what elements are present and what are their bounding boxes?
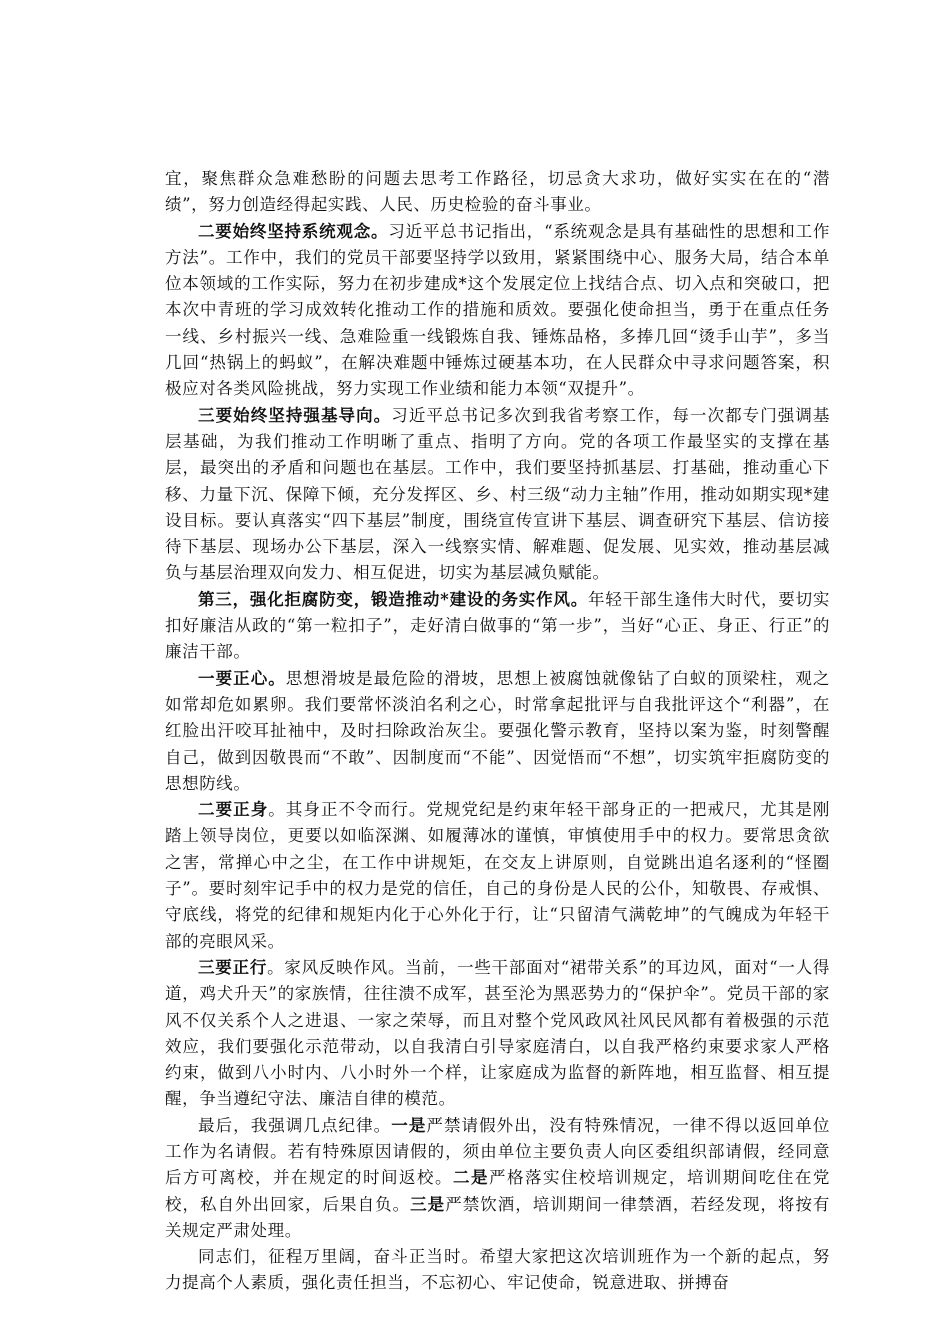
paragraph [165,587,830,666]
bold-heading-run: 二是 [452,1168,489,1188]
text-run: 最后，我强调几点纪律。 [198,1115,392,1135]
text-run: 严禁饮酒，培训期间一律禁酒，若经发现，将按有关规定严肃处理。 [165,1194,831,1240]
bold-heading-run: 三要始终坚持强基导向。 [198,405,392,425]
bold-heading-run: 第三，强化拒腐防变，锻造推动*建设的务实作风。 [198,589,589,609]
text-run: 同志们，征程万里阔，奋斗正当时。希望大家把这次培训班作为一个新的起点，努力提高个人素质，强化责任担当，不忘初心、牢记使命，锐意进取、拼搏奋 [165,1247,830,1293]
text-run: 。家风反映作风。当前，一些干部面对“裙带关系”的耳边风，面对“一人得道，鸡犬升天”的家族情，往往溃不成军，甚至沦为黑恶势力的“保护伞”。党员干部的家风不仅关系个人之进退、一家之荣辱，而且对整个党风政风社风民风都有着极强的示范效应，我们要强化示范带动，以自我清白引导家庭清白，以自我严格约束要求家人严格约束，做到八小时内、八小时外一个样，让家庭成为监督的新阵地，相互监督、相互提醒，争当遵纪守法、廉洁自律的模范。 [165,957,830,1109]
paragraph [165,797,830,955]
bold-heading-run: 一要正心。 [198,668,286,688]
text-run: 习近平总书记多次到我省考察工作，每一次都专门强调基层基础，为我们推动工作明晰了重点、指明了方向。党的各项工作最坚实的支撑在基层，最突出的矛盾和问题也在基层。工作中，我们要坚持抓基层、打基础，推动重心下移、力量下沉、保障下倾，充分发挥区、乡、村三级“动力主轴”作用，推动如期实现*建设目标。要认真落实“四下基层”制度，围绕宣传宣讲下基层、调查研究下基层、信访接待下基层、现场办公下基层，深入一线察实情、解难题、促发展、见实效，推动基层减负与基层治理双向发力、相互促进，切实为基层减负赋能。 [165,405,831,583]
text-run: 。其身正不令而行。党规党纪是约束年轻干部身正的一把戒尺，尤其是刚踏上领导岗位，更要以如临深渊、如履薄冰的谨慎，审慎使用手中的权力。要常思贪欲之害，常掸心中之尘，在工作中讲规矩，在交友上讲原则，自觉跳出追名逐利的“怪圈子”。要时刻牢记手中的权力是党的信任，自己的身份是人民的公仆，知敬畏、存戒惧、守底线，将党的纪律和规矩内化于心外化于行，让“只留清气满乾坤”的气魄成为年轻干部的亮眼风采。 [165,800,830,951]
text-run: 严禁请假外出，没有特殊情况，一律不得以返回单位工作为名请假。若有特殊原因请假的，须由单位主要负责人向区委组织部请假，经同意后方可离校，并在规定的时间返校。 [165,1115,830,1188]
text-run: 思想滑坡是最危险的滑坡，思想上被腐蚀就像钻了白蚁的顶梁柱，观之如常却危如累卵。我们要常怀淡泊名利之心，时常拿起批评与自我批评这个“利器”，在红脸出汗咬耳扯袖中，及时扫除政治灰尘。要强化警示教育，坚持以案为鉴，时刻警醒自己，做到因敬畏而“不敢”、因制度而“不能”、因觉悟而“不想”，切实筑牢拒腐防变的思想防线。 [165,668,830,793]
text-run: 习近平总书记指出，“系统观念是具有基础性的思想和工作方法”。工作中，我们的党员干部要坚持学以致用，紧紧围绕中心、服务大局，结合本单位本领域的工作实际，努力在初步建成*这个发展定位上找结合点、切入点和突破口，把本次中青班的学习成效转化推动工作的措施和质效。要强化使命担当，勇于在重点任务一线、乡村振兴一线、急难险重一线锻炼自我、锤炼品格，多捧几回“烫手山芋”，多当几回“热锅上的蚂蚁”，在解决难题中锤炼过硬基本功，在人民群众中寻求问题答案，积极应对各类风险挑战，努力实现工作业绩和能力本领“双提升”。 [165,221,830,399]
text-run: 年轻干部生逢伟大时代，要切实扣好廉洁从政的“第一粒扣子”，走好清白做事的“第一步”，当好“心正、身正、行正”的廉洁干部。 [165,589,830,662]
text-run: 严格落实住校培训规定，培训期间吃住在党校，私自外出回家，后果自负。 [165,1168,830,1214]
bold-heading-run: 二要正身 [198,800,269,820]
bold-heading-run: 三要正行 [198,957,268,977]
bold-heading-run: 一是 [391,1115,427,1135]
document-page [165,166,830,1297]
paragraph [165,403,830,587]
paragraph [165,219,830,403]
bold-heading-run: 二要始终坚持系统观念。 [198,221,389,241]
paragraph [165,166,830,219]
paragraph [165,1244,830,1297]
paragraph [165,666,830,797]
paragraph [165,1113,830,1244]
bold-heading-run: 三是 [410,1194,446,1214]
paragraph [165,955,830,1113]
text-run: 宜，聚焦群众急难愁盼的问题去思考工作路径，切忌贪大求功，做好实实在在的“潜绩”，努力创造经得起实践、人民、历史检验的奋斗事业。 [165,169,830,215]
